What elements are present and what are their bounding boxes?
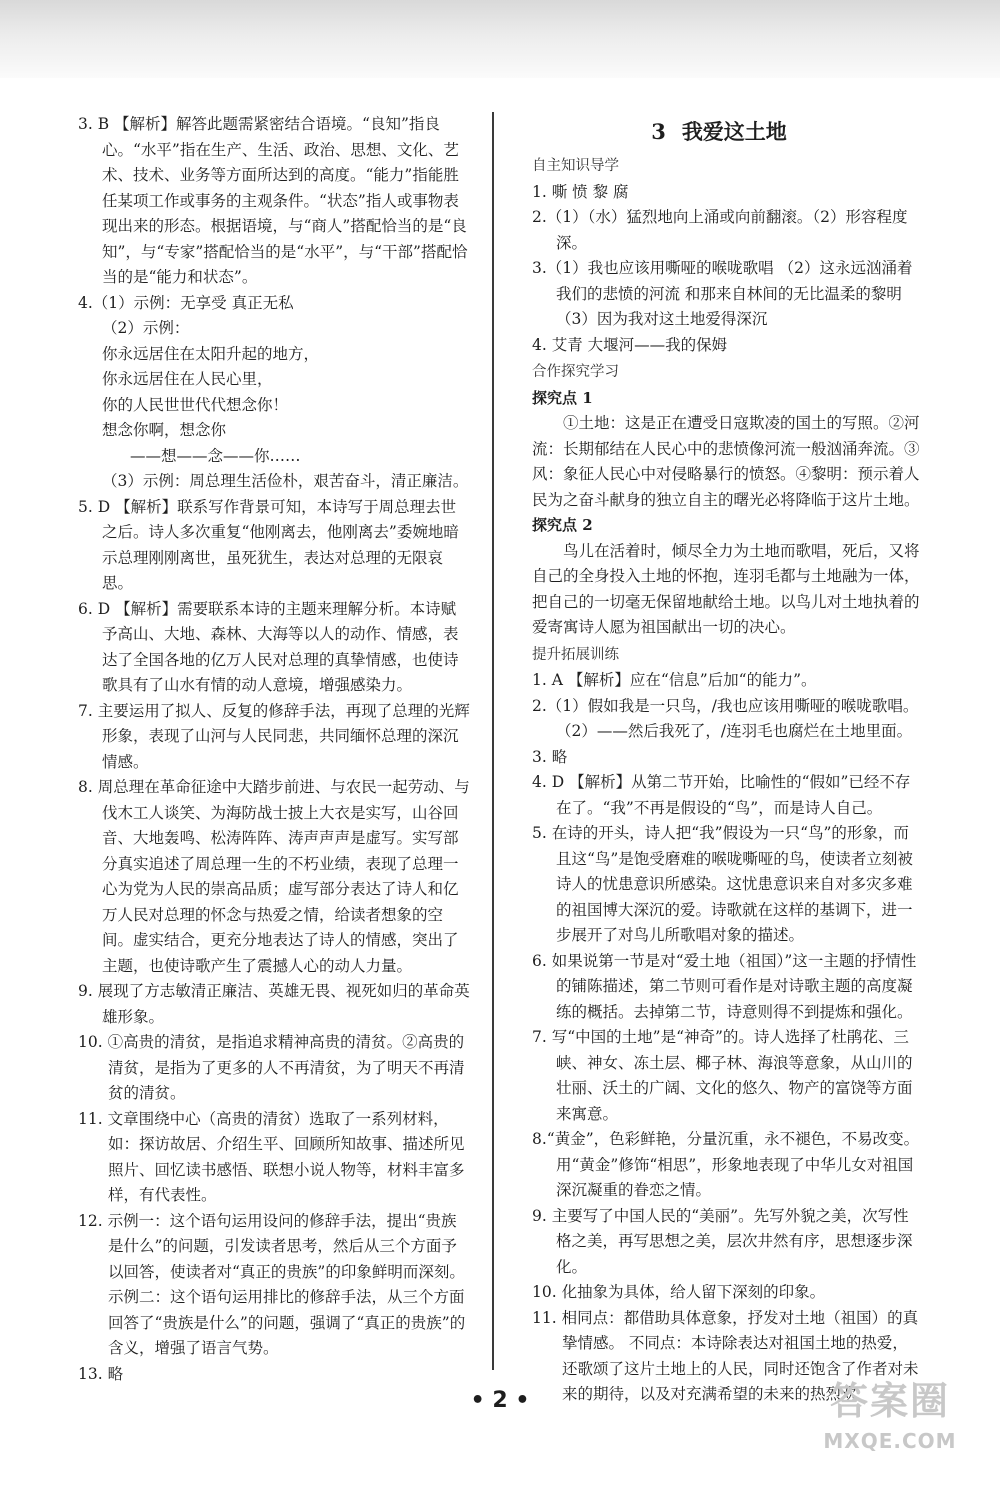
- answer-paragraph: 10. 化抽象为具体，给人留下深刻的印象。: [532, 1283, 826, 1301]
- page-number: • 2 •: [470, 1388, 530, 1413]
- answer-paragraph: 4. 艾青 大堰河——我的保姆: [532, 335, 728, 354]
- answer-paragraph: 5. 在诗的开头，诗人把“我”假设为一只“鸟”的形象，而且这“鸟”是饱受磨难的喉咙嘶哑的鸟，使读者立刻被诗人的忧患意识所感染。这忧患意识来自对多灾多难的祖国博大深沉的爱。诗歌就在这样的基调下，进一步展开了对鸟儿所歌唱对象的描述。: [532, 824, 913, 944]
- answer-paragraph: ①土地：这是正在遭受日寇欺凌的国土的写照。②河流：长期郁结在人民心中的悲愤像河流一般汹涌奔流。③风：象征人民心中对侵略暴行的愤怒。④黎明：预示着人民为之奋斗献身的独立自主的曙光必将降临于这片土地。: [532, 414, 920, 509]
- lesson-name: 我爱这土地: [681, 119, 787, 144]
- answer-paragraph: 6. D 【解析】需要联系本诗的主题来理解分析。本诗赋予高山、大地、森林、大海等以人的动作、情感，表达了全国各地的亿万人民对总理的真挚情感，也使诗歌具有了山水有情的动人意境，增强感染力。: [78, 599, 459, 694]
- answer-paragraph: 11. 相同点：都借助具体意象，抒发对土地（祖国）的真挚情感。 不同点：本诗除表达对祖国土地的热爱，还歌颂了这片土地上的人民，同时还饱含了作者对未来的期待，以及对充满希望的未来的热烈欢: [532, 1308, 919, 1403]
- answer-paragraph: 自主知识导学: [532, 158, 619, 174]
- answer-paragraph: 你的人民世世代代想念你！: [102, 395, 289, 414]
- answer-paragraph: 4.（1）示例：无享受 真正无私: [78, 293, 294, 312]
- answer-paragraph: 7. 写“中国的土地”是“神奇”的。诗人选择了杜鹃花、三峡、神女、冻土层、椰子林、海浪等意象，从山川的壮丽、沃土的广阔、文化的悠久、物产的富饶等方面来寓意。: [532, 1028, 913, 1123]
- answer-paragraph: 1. 嘶 愤 黎 腐: [532, 182, 629, 201]
- answer-paragraph: 合作探究学习: [532, 364, 619, 380]
- answer-paragraph: 11. 文章围绕中心（高贵的清贫）选取了一系列材料，如：探访故居、介绍生平、回顾所知故事、描述所见照片、回忆读书感悟、联想小说人物等，材料丰富多样，有代表性。: [78, 1109, 465, 1204]
- answer-paragraph: 9. 主要写了中国人民的“美丽”。先写外貌之美，次写性格之美，再写思想之美，层次井然有序，思想逐步深化。: [532, 1206, 913, 1276]
- answer-paragraph: （2）示例：: [102, 319, 190, 337]
- answer-paragraph: 2.（1）假如我是一只鸟，/我也应该用嘶哑的喉咙歌唱。: [532, 696, 919, 715]
- answer-paragraph: 想念你啊，想念你: [102, 421, 227, 439]
- answer-paragraph: 2.（1）（水）猛烈地向上涌或向前翻滚。（2）形容程度深。: [532, 208, 908, 252]
- answer-paragraph: 探究点 1: [532, 388, 593, 407]
- answer-paragraph: 提升拓展训练: [532, 646, 619, 663]
- answer-paragraph: （2）——然后我死了，/连羽毛也腐烂在土地里面。: [556, 722, 913, 740]
- answer-paragraph: 6. 如果说第一节是对“爱土地（祖国）”这一主题的抒情性的铺陈描述，第二节则可看作是对诗歌主题的高度凝练的概括。去掉第二节，诗意则得不到提炼和强化。: [532, 951, 917, 1021]
- lesson-title: [532, 112, 922, 152]
- scan-shadow: [0, 0, 1000, 78]
- answer-paragraph: 3. B 【解析】解答此题需紧密结合语境。“良知”指良心。“水平”指在生产、生活、政治、思想、文化、艺术、技术、业务等方面所达到的高度。“能力”指能胜任某项工作或事务的主观条件。“状态”指人或事物表现出来的形态。根据语境，与“商人”搭配恰当的是“良知”，与“专家”搭配恰当的是“水平”，与“干部”搭配恰当的是“能力和状态”。: [78, 115, 468, 286]
- answer-paragraph: 10. ①高贵的清贫，是指追求精神高贵的清贫。②高贵的清贫，是指为了更多的人不再清贫，为了明天不再清贫的清贫。: [78, 1033, 465, 1102]
- column-divider: [492, 112, 494, 1370]
- answer-paragraph: ——想——念——你……: [130, 446, 301, 465]
- right-column: [532, 112, 922, 1408]
- left-column: [78, 112, 470, 1387]
- right-column-body: [532, 154, 922, 1408]
- watermark-logo: 答案圈: [829, 1379, 950, 1423]
- watermark: [800, 1373, 980, 1473]
- answer-paragraph: 3.（1）我也应该用嘶哑的喉咙歌唱 （2）这永远汹涌着我们的悲愤的河流 和那来自林间的无比温柔的黎明 （3）因为我对这土地爱得深沉: [532, 259, 913, 328]
- answer-paragraph: 12. 示例一：这个语句运用设问的修辞手法，提出“贵族是什么”的问题，引发读者思考，然后从三个方面予以回答，使读者对“真正的贵族”的印象鲜明而深刻。 示例二：这个语句运用排比的修辞手法，从三个方面回答了“贵族是什么”的问题，强调了“真正的贵族”的含义，增强了语言气势。: [78, 1211, 466, 1357]
- watermark-url: MXQE.COM: [823, 1429, 957, 1453]
- answer-paragraph: 你永远居住在太阳升起的地方，: [102, 344, 320, 363]
- answer-paragraph: 1. A 【解析】应在“信息”后加“的能力”。: [532, 671, 817, 689]
- answer-paragraph: 8.“黄金”，色彩鲜艳，分量沉重，永不褪色，不易改变。用“黄金”修饰“相思”，形象地表现了中华儿女对祖国深沉凝重的眷恋之情。: [532, 1130, 920, 1199]
- answer-paragraph: 5. D 【解析】联系写作背景可知，本诗写于周总理去世之后。诗人多次重复“他刚离去，他刚离去”委婉地暗示总理刚刚离世，虽死犹生，表达对总理的无限哀思。: [78, 497, 459, 592]
- answer-paragraph: 探究点 2: [532, 516, 593, 534]
- answer-paragraph: 你永远居住在人民心里，: [102, 370, 273, 388]
- answer-paragraph: 鸟儿在活着时，倾尽全力为土地而歌唱，死后，又将自己的全身投入土地的怀抱，连羽毛都与土地融为一体，把自己的一切毫无保留地献给土地。以鸟儿对土地执着的爱寄寓诗人愿为祖国献出一切的决心。: [532, 541, 920, 636]
- answer-paragraph: 7. 主要运用了拟人、反复的修辞手法，再现了总理的光辉形象，表现了山河与人民同悲，共同缅怀总理的深沉情感。: [78, 701, 470, 771]
- answer-paragraph: 9. 展现了方志敏清正廉洁、英雄无畏、视死如归的革命英雄形象。: [78, 982, 470, 1026]
- answer-paragraph: 3. 略: [532, 747, 568, 766]
- answer-paragraph: 4. D 【解析】从第二节开始，比喻性的“假如”已经不存在了。“我”不再是假设的“鸟”，而是诗人自己。: [532, 773, 911, 817]
- lesson-number: 3: [651, 119, 666, 144]
- answer-paragraph: （3）示例：周总理生活俭朴，艰苦奋斗，清正廉洁。: [102, 472, 469, 490]
- answer-paragraph: 13. 略: [78, 1364, 124, 1383]
- answer-paragraph: 8. 周总理在革命征途中大踏步前进、与农民一起劳动、与伐木工人谈笑、为海防战士披上大衣是实写，山谷回音、大地轰鸣、松涛阵阵、涛声声声是虚写。实写部分真实追述了周总理一生的不朽业绩，表现了总理一心为党为人民的崇高品质；虚写部分表达了诗人和亿万人民对总理的怀念与热爱之情，给读者想象的空间。虚实结合，更充分地表达了诗人的情感，突出了主题，也使诗歌产生了震撼人心的动人力量。: [78, 778, 470, 975]
